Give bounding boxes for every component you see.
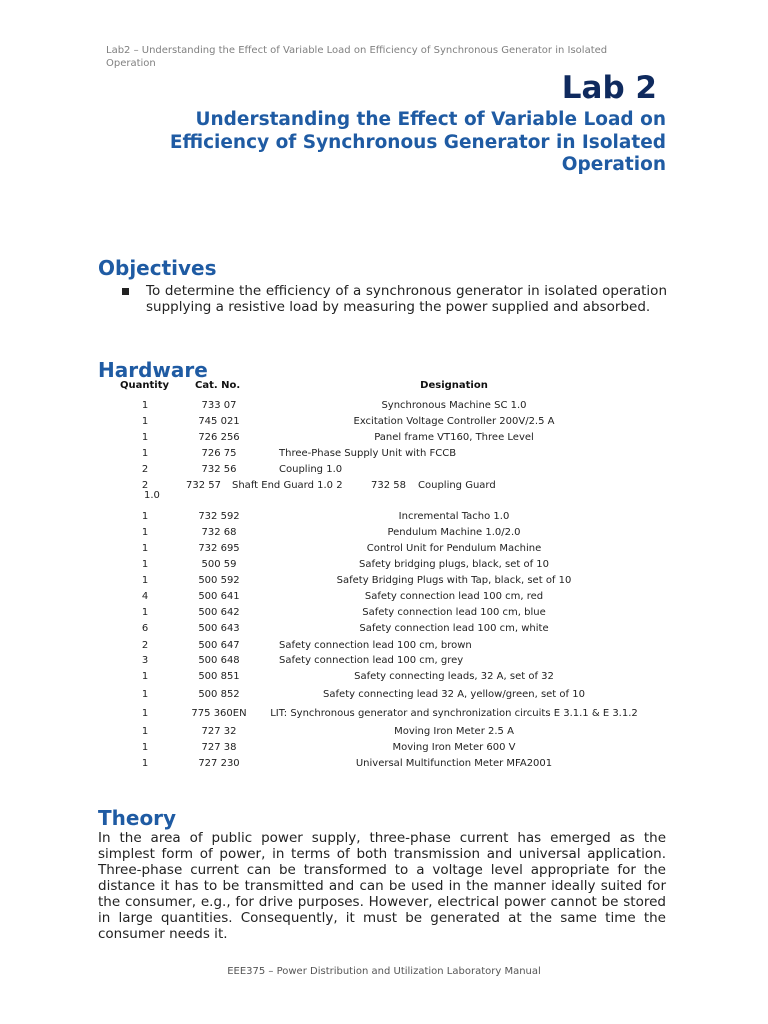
designation-cell: Safety connection lead 100 cm, grey bbox=[279, 655, 464, 666]
objectives-list bbox=[122, 283, 667, 315]
table-row bbox=[0, 689, 768, 705]
cat-no-cell: 732 57 bbox=[186, 480, 221, 491]
cat-no-cell: 733 07 bbox=[201, 400, 237, 411]
lab-title-line: Efficiency of Synchronous Generator in Isolated bbox=[169, 131, 666, 153]
quantity-cell: 2 bbox=[141, 640, 149, 651]
cat-no-cell: 732 695 bbox=[198, 543, 240, 554]
designation-cell: LIT: Synchronous generator and synchronization circuits E 3.1.1 & E 3.1.2 bbox=[270, 708, 638, 719]
quantity-cell: 1 bbox=[141, 607, 149, 618]
designation-cell: Coupling Guard bbox=[418, 480, 496, 491]
cat-no-cell: 500 647 bbox=[198, 640, 240, 651]
cat-no-cell: 500 852 bbox=[198, 689, 240, 700]
cat-no-cell: 500 641 bbox=[198, 591, 240, 602]
cat-no-cell: 732 58 bbox=[371, 480, 406, 491]
designation-cell: Incremental Tacho 1.0 bbox=[398, 511, 510, 522]
lab-number: Lab 2 bbox=[561, 70, 657, 106]
table-row bbox=[0, 726, 768, 742]
quantity-cell: 1 bbox=[141, 416, 149, 427]
table-row bbox=[0, 671, 768, 687]
quantity-cell: 1 bbox=[141, 671, 149, 682]
designation-cell: Synchronous Machine SC 1.0 bbox=[381, 400, 527, 411]
quantity-cell: 1 bbox=[141, 400, 149, 411]
designation-cell: Safety connection lead 100 cm, brown bbox=[279, 640, 472, 651]
hardware-heading: Hardware bbox=[98, 358, 208, 382]
quantity-cell: 3 bbox=[141, 655, 149, 666]
table-row bbox=[0, 758, 768, 774]
table-row bbox=[0, 400, 768, 416]
quantity-cell: 1 bbox=[141, 432, 149, 443]
designation-cell: Moving Iron Meter 2.5 A bbox=[394, 726, 514, 737]
table-row bbox=[0, 432, 768, 448]
cat-no-cell: 745 021 bbox=[198, 416, 240, 427]
page-footer: EEE375 – Power Distribution and Utilization Laboratory Manual bbox=[227, 966, 541, 977]
designation-cell: Safety bridging plugs, black, set of 10 bbox=[358, 559, 550, 570]
lab-title-line: Understanding the Effect of Variable Load on bbox=[195, 109, 666, 130]
table-row bbox=[0, 708, 768, 724]
running-header: Lab2 – Understanding the Effect of Variable Load on Efficiency of Synchronous Generator in Isolated Operation bbox=[106, 45, 608, 69]
designation-cell: Panel frame VT160, Three Level bbox=[374, 432, 534, 443]
square-bullet-icon bbox=[122, 288, 129, 295]
quantity-cell: 6 bbox=[141, 623, 149, 634]
designation-cell: Coupling 1.0 bbox=[279, 464, 343, 475]
quantity-cell: 1 bbox=[141, 559, 149, 570]
table-row bbox=[0, 655, 768, 671]
table-row bbox=[0, 511, 768, 527]
table-row bbox=[0, 575, 768, 591]
quantity-cell: 1 bbox=[141, 726, 149, 737]
table-row bbox=[0, 559, 768, 575]
cat-no-cell: 775 360EN bbox=[191, 708, 247, 719]
objective-text: To determine the efficiency of a synchronous generator in isolated operation supplying a resistive load by measuring the power supplied and absorbed. bbox=[146, 283, 667, 315]
quantity-cell: 2 bbox=[141, 480, 149, 491]
wrapped-text: 1.0 bbox=[144, 490, 160, 501]
quantity-cell: 2 bbox=[141, 464, 149, 475]
column-header-designation: Designation bbox=[420, 380, 488, 391]
table-row bbox=[0, 416, 768, 432]
lab-title bbox=[66, 109, 666, 177]
cat-no-cell: 727 32 bbox=[201, 726, 237, 737]
table-row bbox=[0, 527, 768, 543]
quantity-cell: 1 bbox=[141, 543, 149, 554]
objectives-heading: Objectives bbox=[98, 256, 217, 280]
table-row bbox=[0, 607, 768, 623]
designation-cell: Safety connecting leads, 32 A, set of 32 bbox=[354, 671, 554, 682]
cat-no-cell: 727 230 bbox=[198, 758, 240, 769]
designation-cell: Safety Bridging Plugs with Tap, black, set of 10 bbox=[336, 575, 572, 586]
quantity-cell: 1 bbox=[141, 527, 149, 538]
column-header-quantity: Quantity bbox=[120, 380, 169, 391]
table-row bbox=[0, 448, 768, 464]
cat-no-cell: 727 38 bbox=[201, 742, 237, 753]
cat-no-cell: 732 56 bbox=[201, 464, 237, 475]
quantity-cell: 1 bbox=[141, 758, 149, 769]
table-row bbox=[0, 464, 768, 480]
quantity-cell: 1 bbox=[141, 742, 149, 753]
quantity-cell: 1 bbox=[141, 511, 149, 522]
quantity-cell: 1 bbox=[141, 448, 149, 459]
designation-cell: Shaft End Guard 1.0 2 bbox=[232, 480, 343, 491]
designation-cell: Control Unit for Pendulum Machine bbox=[366, 543, 542, 554]
cat-no-cell: 726 256 bbox=[198, 432, 240, 443]
quantity-cell: 1 bbox=[141, 689, 149, 700]
cat-no-cell: 500 643 bbox=[198, 623, 240, 634]
cat-no-cell: 732 68 bbox=[201, 527, 237, 538]
designation-cell: Moving Iron Meter 600 V bbox=[392, 742, 516, 753]
objective-item bbox=[122, 283, 667, 315]
designation-cell: Universal Multifunction Meter MFA2001 bbox=[355, 758, 553, 769]
cat-no-cell: 500 648 bbox=[198, 655, 240, 666]
designation-cell: Safety connection lead 100 cm, blue bbox=[362, 607, 546, 618]
designation-cell: Three-Phase Supply Unit with FCCB bbox=[279, 448, 457, 459]
table-row bbox=[0, 543, 768, 559]
cat-no-cell: 500 59 bbox=[201, 559, 237, 570]
cat-no-cell: 500 592 bbox=[198, 575, 240, 586]
quantity-cell: 1 bbox=[141, 708, 149, 719]
cat-no-cell: 500 642 bbox=[198, 607, 240, 618]
cat-no-cell: 726 75 bbox=[201, 448, 237, 459]
table-row bbox=[0, 742, 768, 758]
designation-cell: Safety connection lead 100 cm, white bbox=[359, 623, 549, 634]
table-row bbox=[0, 480, 768, 501]
lab-title-line: Operation bbox=[561, 154, 666, 175]
designation-cell: Excitation Voltage Controller 200V/2.5 A bbox=[353, 416, 555, 427]
table-row bbox=[0, 623, 768, 639]
theory-heading: Theory bbox=[98, 806, 177, 830]
designation-cell: Pendulum Machine 1.0/2.0 bbox=[387, 527, 521, 538]
cat-no-cell: 500 851 bbox=[198, 671, 240, 682]
table-row bbox=[0, 640, 768, 656]
quantity-cell: 1 bbox=[141, 575, 149, 586]
cat-no-cell: 732 592 bbox=[198, 511, 240, 522]
quantity-cell: 4 bbox=[141, 591, 149, 602]
theory-paragraph: In the area of public power supply, three-phase current has emerged as the simplest form of power, in terms of both transmission and universal application. Three-phase current can be transformed to a voltage level appropriate for the distance it has to be transmitted and can be used in the manner ideally suited for the consumer, e.g., for drive purposes. However, electrical power cannot be stored in large quantities. Consequently, it must be generated at the same time the consumer needs it. bbox=[98, 830, 666, 942]
table-row bbox=[0, 591, 768, 607]
designation-cell: Safety connection lead 100 cm, red bbox=[364, 591, 544, 602]
column-header-cat-no: Cat. No. bbox=[195, 380, 241, 391]
designation-cell: Safety connecting lead 32 A, yellow/green, set of 10 bbox=[323, 689, 585, 700]
